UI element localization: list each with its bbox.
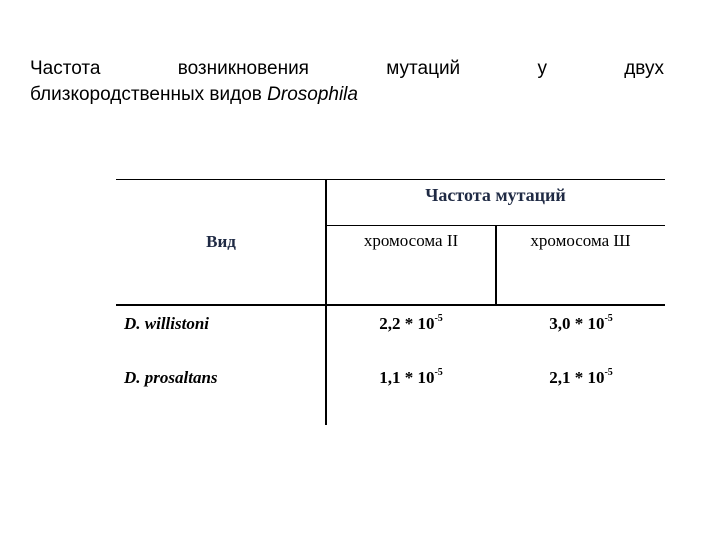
table-top-rule bbox=[116, 179, 665, 180]
header-species: Вид bbox=[206, 232, 236, 251]
header-mutation-frequency: Частота мутаций bbox=[425, 185, 566, 205]
title-word: двух bbox=[624, 58, 664, 79]
species-name: D. prosaltans bbox=[124, 368, 218, 387]
value-base: 1,1 * 10 bbox=[379, 368, 435, 387]
title-line-2 bbox=[30, 82, 664, 108]
value-exponent: -5 bbox=[604, 367, 613, 378]
value-chr3 bbox=[496, 314, 666, 334]
value-base: 3,0 * 10 bbox=[549, 314, 605, 333]
title-word: возникновения bbox=[177, 58, 309, 79]
table-divider-species bbox=[325, 179, 327, 425]
slide-title bbox=[30, 56, 664, 108]
value-chr2 bbox=[326, 368, 496, 388]
value-exponent: -5 bbox=[434, 367, 443, 378]
table-header-rule bbox=[116, 304, 665, 306]
title-line-1 bbox=[30, 56, 664, 82]
title-word: Частота bbox=[30, 58, 101, 79]
mutation-frequency-table bbox=[116, 179, 665, 425]
value-chr2 bbox=[326, 314, 496, 334]
value-chr3 bbox=[496, 368, 666, 388]
value-base: 2,1 * 10 bbox=[549, 368, 605, 387]
title-line-2-text: близкородственных видов bbox=[30, 84, 262, 105]
species-name: D. willistoni bbox=[124, 314, 210, 333]
value-exponent: -5 bbox=[604, 313, 613, 324]
title-word: у bbox=[537, 58, 547, 79]
value-base: 2,2 * 10 bbox=[379, 314, 435, 333]
value-exponent: -5 bbox=[434, 313, 443, 324]
header-chromosome-2: хромосома II bbox=[363, 231, 459, 250]
title-word: мутаций bbox=[386, 58, 461, 79]
header-chromosome-3: хромосома Ш bbox=[530, 231, 631, 250]
title-genus: Drosophila bbox=[267, 84, 358, 105]
table-subheader-rule bbox=[326, 225, 665, 226]
